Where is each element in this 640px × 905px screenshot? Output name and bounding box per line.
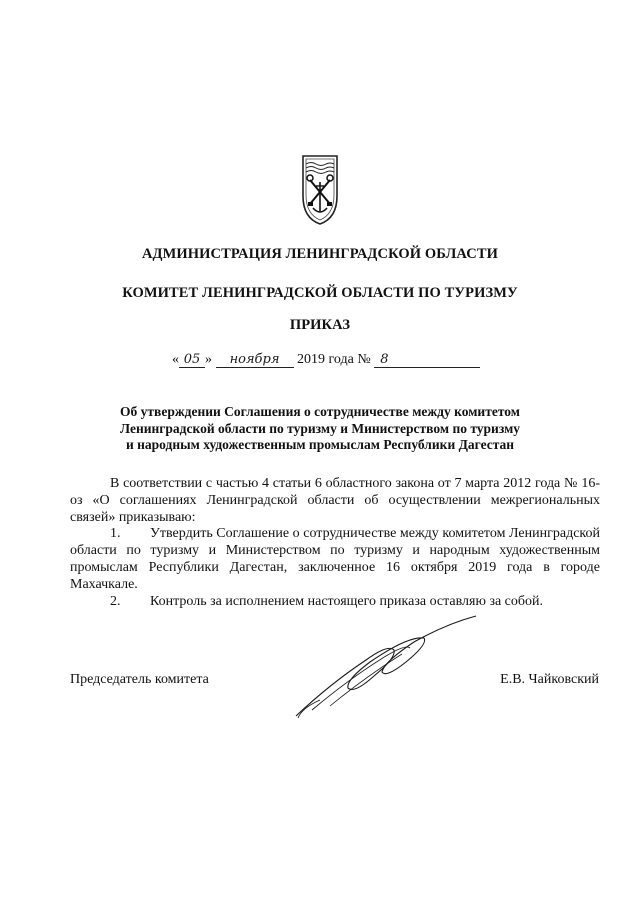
coat-of-arms-icon: [299, 152, 341, 226]
document-title: [80, 404, 560, 454]
date-number-line: [172, 352, 480, 368]
month-field: ноября: [216, 353, 294, 368]
list-item: [70, 526, 600, 593]
committee-heading: КОМИТЕТ ЛЕНИНГРАДСКОЙ ОБЛАСТИ ПО ТУРИЗМУ: [122, 285, 518, 301]
title-line: Ленинградской области по туризму и Министерством по туризму: [119, 420, 521, 436]
item-number: 1.: [110, 526, 121, 542]
title-line: Об утверждении Соглашения о сотрудничестве между комитетом: [120, 404, 520, 419]
open-quote: «: [172, 352, 179, 367]
signer-name: Е.В. Чайковский: [500, 672, 599, 687]
item-text: Контроль за исполнением настоящего приказа оставляю за собой.: [150, 593, 544, 609]
order-heading: ПРИКАЗ: [289, 317, 351, 333]
list-item: [70, 594, 600, 611]
signer-role: Председатель комитета: [70, 672, 209, 687]
item-text: Утвердить Соглашение о сотрудничестве между комитетом Ленинградской области по туризму и Министерством по туризму и народным художественным промыслам Республики Дагестан, заключенное 16 октября 2019 года в городе Махачкале.: [70, 526, 600, 592]
title-line: и народным художественным промыслам Республики Дагестан: [125, 437, 515, 452]
close-quote: »: [205, 352, 212, 367]
year-text: 2019 года №: [297, 352, 371, 367]
handwritten-signature-icon: [290, 612, 480, 722]
document-body: [70, 476, 600, 610]
preamble-paragraph: В соответствии с частью 4 статьи 6 областного закона от 7 марта 2012 года № 16-оз «О соглашениях Ленинградской области об осуществлении межрегиональных связей» приказываю:: [70, 476, 600, 525]
order-number-field: 8: [374, 353, 480, 368]
day-field: 05: [179, 353, 205, 368]
administration-heading: АДМИНИСТРАЦИЯ ЛЕНИНГРАДСКОЙ ОБЛАСТИ: [141, 246, 498, 262]
item-number: 2.: [110, 593, 121, 609]
